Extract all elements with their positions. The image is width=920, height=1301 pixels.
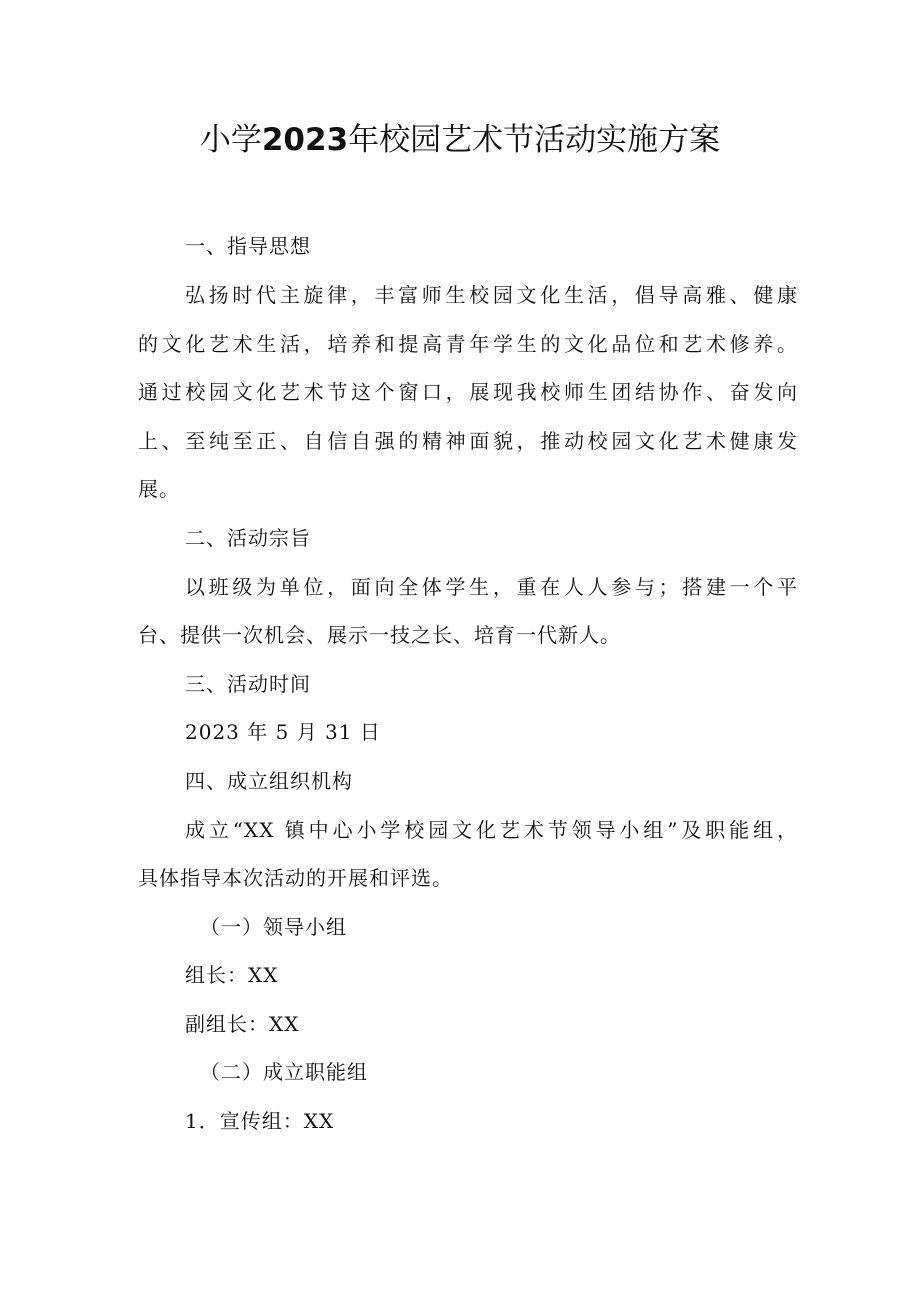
publicity-group-line: 1．宣传组：XX — [185, 1109, 335, 1133]
paragraph-line: 成立“XX 镇中心小学校园文化艺术节领导小组”及职能组， — [185, 818, 798, 842]
title-year: 2023 — [261, 122, 349, 158]
subheading-functional-groups: （二）成立职能组 — [200, 1060, 368, 1084]
heading-activity-purpose: 二、活动宗旨 — [185, 526, 311, 550]
paragraph-line: 通过校园文化艺术节这个窗口，展现我校师生团结协作、奋发向 — [138, 380, 798, 404]
heading-activity-time: 三、活动时间 — [185, 672, 311, 696]
group-leader-line: 组长：XX — [185, 963, 279, 987]
paragraph-line: 的文化艺术生活，培养和提高青年学生的文化品位和艺术修养。 — [138, 332, 798, 356]
paragraph-line: 弘扬时代主旋律，丰富师生校园文化生活，倡导高雅、健康 — [185, 283, 798, 307]
paragraph-line: 具体指导本次活动的开展和评选。 — [138, 866, 453, 890]
paragraph-line: 台、提供一次机会、展示一技之长、培育一代新人。 — [138, 623, 621, 647]
heading-organization: 四、成立组织机构 — [185, 769, 353, 793]
document-title — [0, 112, 920, 168]
title-prefix: 小学 — [199, 122, 262, 158]
heading-guiding-ideology: 一、指导思想 — [185, 234, 311, 258]
title-suffix: 年校园艺术节活动实施方案 — [348, 122, 721, 158]
paragraph-line: 以班级为单位，面向全体学生，重在人人参与；搭建一个平 — [185, 575, 798, 599]
paragraph-line: 上、至纯至正、自信自强的精神面貌，推动校园文化艺术健康发 — [138, 429, 798, 453]
subheading-leadership-group: （一）领导小组 — [200, 915, 347, 939]
activity-date: 2023 年 5 月 31 日 — [185, 720, 381, 744]
deputy-leader-line: 副组长：XX — [185, 1012, 300, 1036]
paragraph-line: 展。 — [138, 477, 180, 501]
